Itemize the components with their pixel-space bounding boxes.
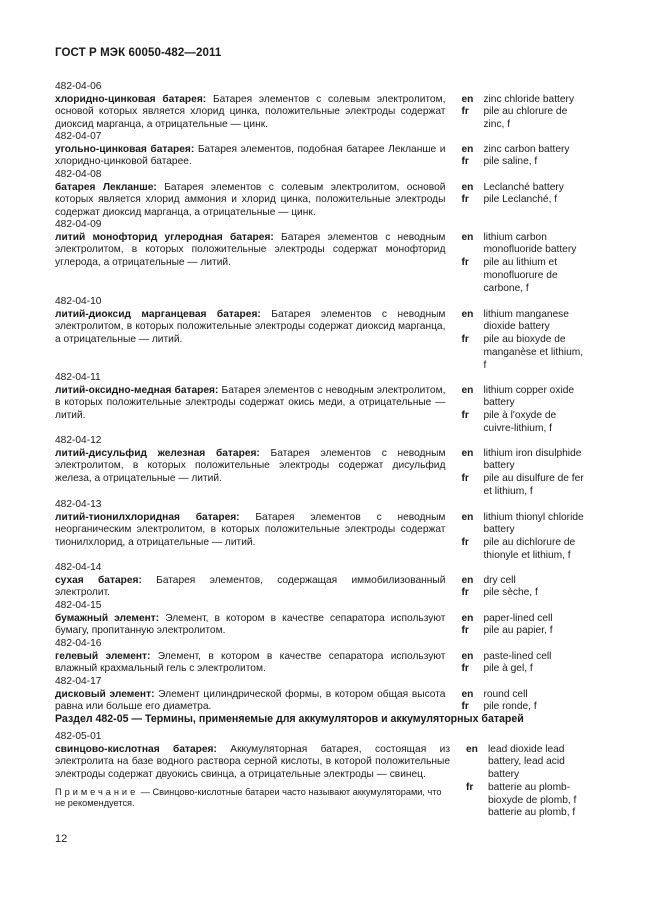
term-fr: pile sèche, f: [483, 587, 538, 599]
entry-text: Батарея элементов с неводным электролитом, в которых положительные электроды содержат окись меди, а отрицательные — литий.: [55, 384, 446, 422]
lang-code-en: en: [461, 308, 474, 320]
term-fr: pile au dichlorure de thionyle et lithium, f: [483, 537, 576, 561]
term-en: paste-lined cell: [483, 650, 552, 662]
entry-term: хлоридно-цинковая батарея:: [55, 93, 207, 105]
entry-term: сухая батарея:: [55, 574, 142, 586]
lang-code-fr: fr: [461, 701, 469, 713]
entry-text: Батарея элементов с неводным электролитом, в которых положительные электроды содержат дисульфид железа, а отрицательные — литий.: [55, 447, 446, 485]
entry-definition: [55, 448, 445, 499]
entry-482-04-11: [55, 372, 585, 436]
lang-code-fr: fr: [461, 537, 469, 549]
entry-definition: [55, 651, 445, 676]
term-en: zinc carbon battery: [483, 143, 570, 155]
entry-number: 482-04-12: [55, 435, 102, 446]
entry-term: угольно-цинковая батарея:: [55, 143, 195, 155]
section-title: Раздел 482-05 — Термины, применяемые для аккумуляторов и аккумуляторных батарей: [55, 713, 524, 725]
page-number: 12: [55, 833, 68, 845]
entry-term: литий-дисульфид железная батарея:: [55, 447, 260, 459]
entry-number: 482-04-08: [55, 169, 102, 180]
lang-code-en: en: [461, 511, 474, 523]
lang-code-en: en: [461, 231, 474, 243]
term-en: lithium copper oxide battery: [483, 384, 575, 409]
entry-482-04-12: [55, 435, 585, 499]
term-fr: pile ronde, f: [483, 701, 537, 713]
lang-code-en: en: [461, 93, 474, 105]
lang-code-fr: fr: [461, 257, 469, 269]
lang-code-fr: fr: [461, 156, 469, 168]
entry-definition: [55, 94, 445, 132]
lang-code-en: en: [461, 688, 474, 700]
lang-code-en: en: [461, 447, 474, 459]
lang-code-en: en: [461, 181, 474, 193]
translations: [461, 512, 585, 563]
entry-text: Батарея элементов с солевым электролитом, основой которых является хлорид цинка, положительные электроды содержат диоксид марганца, а отрицательные — цинк.: [55, 93, 446, 131]
term-fr: pile à l'oxyde de cuivre-lithium, f: [483, 410, 557, 434]
entry-text: Батарея элементов с неводным электролитом, в которых положительные электроды содержат диоксид марганца, а отрицательные — литий.: [55, 308, 446, 346]
entry-text: Элемент, в котором в качестве сепаратора используют бумагу, пропитанную электролитом.: [55, 612, 446, 637]
entry-text: Батарея элементов с солевым электролитом, основой которых является хлорид аммония и хлорид цинка, положительные электроды содержат диоксид марганца, а отрицательные — цинк.: [55, 181, 446, 219]
term-en: zinc chloride battery: [483, 93, 575, 105]
translations: [461, 94, 585, 132]
term-fr: batterie au plomb-bioxyde de plomb, f batterie au plomb, f: [488, 781, 577, 819]
entry-definition: [55, 613, 445, 638]
entry-number: 482-04-09: [55, 219, 102, 230]
entry-definition: [55, 309, 445, 373]
entry-number: 482-04-15: [55, 600, 102, 611]
entry-definition: [55, 575, 445, 600]
translations: [461, 613, 585, 638]
lang-code-fr: fr: [461, 106, 469, 118]
term-fr: pile au papier, f: [483, 625, 553, 637]
entry-number: 482-04-14: [55, 562, 102, 573]
term-en: lithium iron disulphide battery: [483, 447, 582, 472]
entry-482-04-10: [55, 296, 585, 372]
entry-number: 482-04-17: [55, 676, 102, 687]
lang-code-en: en: [466, 743, 478, 755]
entry-text: Батарея элементов, содержащая иммобилизованный электролит.: [55, 574, 446, 599]
entry-definition: [55, 385, 445, 436]
translations: [461, 651, 585, 676]
entry-482-05-01: [55, 731, 585, 820]
lang-code-en: en: [461, 143, 474, 155]
entry-term: литий-диоксид марганцевая батарея:: [55, 308, 261, 320]
entry-text: Батарея элементов с неводным неорганическим электролитом, в которых положительные электроды содержат тионилхлорид, а отрицательные — литий.: [55, 511, 446, 549]
entry-term: литий-оксидно-медная батарея:: [55, 384, 219, 396]
translations: [466, 744, 585, 820]
entry-482-04-08: [55, 169, 585, 220]
translations: [461, 144, 585, 169]
term-en: round cell: [483, 688, 528, 700]
lang-code-fr: fr: [461, 334, 469, 346]
translations: [461, 385, 585, 436]
term-fr: pile au chlorure de zinc, f: [483, 106, 568, 131]
lang-code-fr: fr: [466, 781, 474, 793]
entry-number: 482-04-16: [55, 638, 102, 649]
entry-482-04-07: [55, 131, 585, 169]
entry-definition: [55, 512, 445, 563]
entry-482-04-09: [55, 219, 585, 295]
entry-number: 482-04-13: [55, 499, 102, 510]
term-en: Leclanché battery: [483, 181, 564, 193]
lang-code-en: en: [461, 574, 474, 586]
entry-482-04-06: [55, 81, 585, 132]
entry-number: 482-04-11: [55, 372, 101, 383]
translations: [461, 232, 585, 296]
entry-definition: [55, 232, 445, 296]
entry-term: литий-тионилхлоридная батарея:: [55, 511, 240, 523]
translations: [461, 689, 585, 714]
entry-definition: [55, 182, 445, 220]
entry-term: батарея Лекланше:: [55, 181, 157, 193]
term-en: lithium manganese dioxide battery: [483, 308, 569, 333]
entry-definition: [55, 689, 445, 714]
term-fr: pile Leclanché, f: [483, 194, 558, 206]
term-fr: pile au disulfure de fer et lithium, f: [483, 473, 584, 497]
lang-code-fr: fr: [461, 625, 469, 637]
entry-number: 482-04-07: [55, 131, 102, 142]
entry-term: литий монофторид углеродная батарея:: [55, 231, 274, 243]
term-en: lithium thionyl chloride battery: [483, 511, 584, 536]
entry-term: гелевый элемент:: [55, 650, 151, 662]
entry-definition: [55, 744, 450, 782]
term-fr: pile saline, f: [483, 156, 538, 168]
entry-482-04-13: [55, 499, 585, 563]
entry-definition: [55, 144, 445, 169]
translations: [461, 182, 585, 220]
lang-code-fr: fr: [461, 587, 469, 599]
entry-text: Элемент, в котором в качестве сепаратора используют влажный крахмальный гель с электролитом.: [55, 650, 446, 675]
translations: [461, 309, 585, 373]
entry-number: 482-04-06: [55, 81, 102, 92]
entry-text: Батарея элементов с неводным электролитом, в которых положительные электроды содержат монофторид углерода, а отрицательные — литий.: [55, 231, 446, 269]
lang-code-en: en: [461, 612, 474, 624]
lang-code-fr: fr: [461, 663, 469, 675]
entry-482-04-15: [55, 600, 585, 638]
translations: [461, 575, 585, 600]
entry-term: дисковый элемент:: [55, 688, 155, 700]
term-en: paper-lined cell: [483, 612, 553, 624]
note: [55, 787, 450, 810]
note-text: — Свинцово-кислотные батареи часто называют аккумуляторами, что не рекомендуется.: [55, 786, 442, 809]
lang-code-en: en: [461, 384, 474, 396]
entry-482-04-17: [55, 676, 585, 714]
lang-code-fr: fr: [461, 194, 469, 206]
entry-term: свинцово-кислотная батарея:: [55, 743, 217, 755]
entry-number: 482-04-10: [55, 296, 102, 307]
note-label: Примечание: [55, 786, 139, 797]
term-en: lithium carbon monofluoride battery: [483, 231, 577, 256]
term-fr: pile à gel, f: [483, 663, 533, 675]
lang-code-fr: fr: [461, 410, 469, 422]
entry-term: бумажный элемент:: [55, 612, 160, 624]
translations: [461, 448, 585, 499]
term-en: dry cell: [483, 574, 516, 586]
entry-482-04-14: [55, 562, 585, 600]
term-fr: pile au bioxyde de manganèse et lithium, f: [483, 334, 584, 371]
entry-text: Батарея элементов, подобная батарее Лекланше и хлоридно-цинковой батарее.: [55, 143, 446, 168]
lang-code-en: en: [461, 650, 474, 662]
entry-text: Элемент цилиндрической формы, в котором общая высота равна или больше его диаметра.: [55, 688, 446, 713]
entry-number: 482-05-01: [55, 731, 102, 742]
term-fr: pile au lithium et monofluorure de carbone, f: [483, 257, 558, 294]
entry-482-04-16: [55, 638, 585, 676]
document-header: ГОСТ Р МЭК 60050-482—2011: [55, 47, 222, 59]
lang-code-fr: fr: [461, 473, 469, 485]
term-en: lead dioxide lead battery, lead acid battery: [488, 743, 565, 781]
entry-text: Аккумуляторная батарея, состоящая из электролита на базе водного раствора серной кислоты, в которой положительные электроды содержат двуокись свинца, а отрицательные электроды — свинец.: [55, 743, 450, 781]
